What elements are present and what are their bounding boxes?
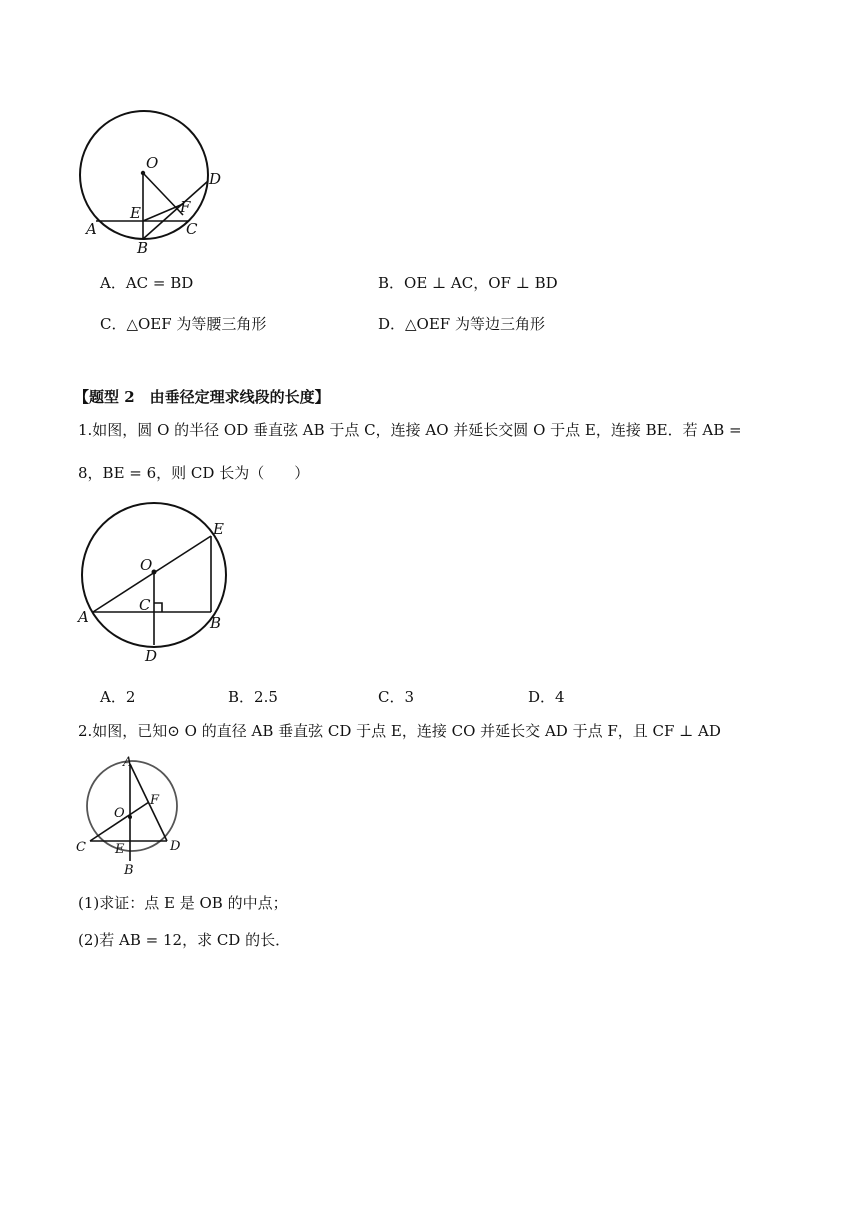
option-b: B．OE ⊥ AC，OF ⊥ BD (378, 274, 558, 292)
figure-circle-odefabc (70, 110, 240, 260)
right-angle-mark (154, 603, 162, 612)
label-o: O (146, 154, 159, 172)
label-a: A (78, 608, 89, 626)
label-c: C (139, 596, 151, 614)
label-f: F (180, 198, 191, 216)
label-d: D (170, 839, 181, 854)
circle-o (87, 761, 177, 851)
q1-option-c: C．3 (378, 688, 415, 706)
q2-sub2: (2)若 AB = 12，求 CD 的长． (78, 931, 291, 949)
q1-stem-line1: 1.如图，圆 O 的半径 OD 垂直弦 AB 于点 C，连接 AO 并延长交圆 O 于点 E，连接 BE．若 AB = (78, 421, 742, 439)
q2-sub1: (1)求证：点 E 是 OB 的中点； (78, 894, 288, 912)
label-e: E (115, 842, 125, 857)
option-c: C．△OEF 为等腰三角形 (100, 315, 267, 333)
option-a: A．AC = BD (100, 274, 194, 292)
label-c: C (186, 220, 198, 238)
q1-option-a: A．2 (100, 688, 136, 706)
label-a: A (123, 755, 133, 770)
segment-ae (93, 536, 211, 612)
label-e: E (213, 520, 224, 538)
option-d: D．△OEF 为等边三角形 (378, 315, 545, 333)
label-b: B (210, 614, 222, 632)
label-c: C (76, 840, 86, 855)
q2-figure (70, 750, 190, 878)
segment-ef (143, 204, 183, 221)
q2-stem-line1: 2.如图，已知⊙ O 的直径 AB 垂直弦 CD 于点 E，连接 CO 并延长交 AD 于点 F，且 CF ⊥ AD (78, 722, 721, 740)
label-d: D (209, 170, 222, 188)
point-o (141, 171, 145, 175)
label-f: F (150, 793, 160, 808)
label-o: O (114, 806, 125, 821)
label-d: D (145, 647, 158, 665)
label-b: B (137, 239, 149, 257)
label-b: B (124, 863, 134, 878)
q1-option-d: D．4 (528, 688, 565, 706)
section-heading: 【题型 2 由垂径定理求线段的长度】 (74, 388, 330, 406)
label-a: A (86, 220, 97, 238)
q1-stem-line2: 8，BE = 6，则 CD 长为（ ） (78, 464, 310, 482)
label-o: O (140, 556, 153, 574)
segment-of (143, 173, 183, 215)
q1-figure (70, 495, 240, 670)
label-e: E (130, 204, 141, 222)
point-o (128, 815, 132, 819)
q1-option-b: B．2.5 (228, 688, 278, 706)
